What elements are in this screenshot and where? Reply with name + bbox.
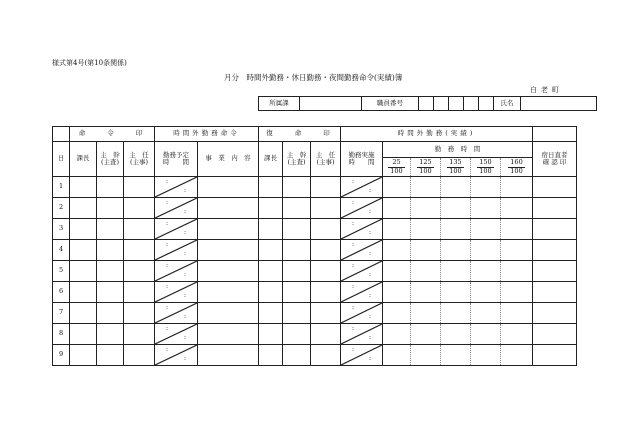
business-cell[interactable]	[198, 282, 259, 303]
return-chief-cell[interactable]	[259, 324, 283, 345]
actual-hours-cell[interactable]	[341, 240, 383, 261]
diagonal-line	[341, 219, 382, 239]
start-time-colon: :	[166, 283, 169, 290]
principal-seal-cell[interactable]	[97, 261, 124, 282]
rate-cell-150[interactable]	[471, 282, 501, 303]
diagonal-line	[341, 345, 382, 365]
rate-cell-150[interactable]	[471, 177, 501, 198]
rate-cell-135[interactable]	[441, 324, 471, 345]
start-time-colon: :	[352, 304, 355, 311]
return-staff-cell[interactable]	[311, 345, 341, 366]
diagonal-line	[155, 261, 197, 281]
end-time-colon: :	[183, 355, 186, 363]
duty-seal-cell[interactable]	[533, 303, 577, 324]
rate-denominator: 100	[479, 166, 492, 175]
diagonal-line	[341, 261, 382, 281]
rate-numerator: 150	[479, 158, 492, 167]
start-time-colon: :	[352, 178, 355, 185]
return-staff-cell[interactable]	[311, 324, 341, 345]
return-principal-cell[interactable]	[283, 303, 311, 324]
rate-cell-135[interactable]	[441, 303, 471, 324]
return-staff-cell[interactable]	[311, 177, 341, 198]
business-cell[interactable]	[198, 324, 259, 345]
business-cell[interactable]	[198, 240, 259, 261]
return-staff-cell[interactable]	[311, 198, 341, 219]
rate-cell-25[interactable]	[383, 303, 411, 324]
return-chief-cell[interactable]	[259, 177, 283, 198]
return-staff-cell[interactable]	[311, 282, 341, 303]
start-time-colon: :	[166, 346, 169, 353]
planned-hours-cell[interactable]	[155, 282, 198, 303]
table-row	[53, 198, 577, 219]
start-time-colon: :	[352, 262, 355, 269]
duty-seal-header: 宿日直者 確 認 印	[533, 142, 577, 177]
rate-header-135	[441, 158, 471, 177]
end-time-colon: :	[183, 250, 186, 258]
chief-header: 課長	[70, 142, 97, 177]
return-seal-header: 復 命 印	[259, 127, 341, 142]
start-time-colon: :	[166, 304, 169, 311]
chief-seal-cell[interactable]	[70, 345, 97, 366]
start-time-colon: :	[166, 325, 169, 332]
chief-seal-cell[interactable]	[70, 198, 97, 219]
diagonal-line	[155, 303, 197, 323]
rate-cell-160[interactable]	[501, 303, 533, 324]
rate-cell-135[interactable]	[441, 345, 471, 366]
staff-seal-cell[interactable]	[124, 198, 155, 219]
planned-hours-cell[interactable]	[155, 240, 198, 261]
rate-cell-125[interactable]	[411, 282, 441, 303]
table-row	[53, 282, 577, 303]
staff-seal-cell[interactable]	[124, 345, 155, 366]
rate-fraction	[508, 159, 524, 175]
duty-seal-cell[interactable]	[533, 282, 577, 303]
table-row	[53, 219, 577, 240]
actual-hours-cell[interactable]	[341, 219, 383, 240]
planned-hours-header: 勤務予定 時 間	[155, 142, 198, 177]
rate-cell-150[interactable]	[471, 345, 501, 366]
day-number: 1	[53, 177, 70, 198]
planned-hours-cell[interactable]	[155, 219, 198, 240]
return-principal-header: 主 幹 (主査)	[283, 142, 311, 177]
rate-cell-25[interactable]	[383, 261, 411, 282]
rate-cell-160[interactable]	[501, 345, 533, 366]
business-header: 事 業 内 容	[198, 142, 259, 177]
rate-cell-125[interactable]	[411, 240, 441, 261]
rate-cell-150[interactable]	[471, 219, 501, 240]
day-number: 7	[53, 303, 70, 324]
return-staff-cell[interactable]	[311, 261, 341, 282]
diagonal-line	[155, 345, 197, 365]
actual-hours-cell[interactable]	[341, 282, 383, 303]
duty-seal-cell[interactable]	[533, 198, 577, 219]
chief-seal-cell[interactable]	[70, 177, 97, 198]
employee-no-digit[interactable]	[419, 97, 434, 111]
rate-cell-135[interactable]	[441, 282, 471, 303]
return-staff-header: 主 任 (主事)	[311, 142, 341, 177]
principal-seal-cell[interactable]	[97, 324, 124, 345]
name-field[interactable]	[521, 97, 597, 111]
rate-numerator: 125	[419, 158, 432, 167]
diagonal-line	[341, 324, 382, 344]
page-title: 月分 時間外勤務・休日勤務・夜間勤務命令(実績)簿	[224, 73, 403, 82]
diagonal-line	[341, 282, 382, 302]
chief-seal-cell[interactable]	[70, 324, 97, 345]
overtime-table	[52, 126, 577, 366]
business-cell[interactable]	[198, 345, 259, 366]
rate-cell-160[interactable]	[501, 219, 533, 240]
employee-no-digit[interactable]	[449, 97, 464, 111]
return-staff-cell[interactable]	[311, 240, 341, 261]
table-row	[53, 345, 577, 366]
blank-header-cell	[533, 127, 577, 142]
end-time-colon: :	[368, 334, 371, 342]
business-cell[interactable]	[198, 303, 259, 324]
return-chief-header: 課長	[259, 142, 283, 177]
staff-seal-cell[interactable]	[124, 261, 155, 282]
chief-seal-cell[interactable]	[70, 240, 97, 261]
start-time-colon: :	[352, 220, 355, 227]
staff-header: 主 任 (主事)	[124, 142, 155, 177]
rate-cell-160[interactable]	[501, 198, 533, 219]
staff-seal-cell[interactable]	[124, 240, 155, 261]
start-time-colon: :	[166, 199, 169, 206]
end-time-colon: :	[368, 292, 371, 300]
end-time-colon: :	[183, 187, 186, 195]
return-principal-cell[interactable]	[283, 261, 311, 282]
rate-numerator: 135	[449, 158, 462, 167]
return-chief-cell[interactable]	[259, 219, 283, 240]
return-principal-cell[interactable]	[283, 345, 311, 366]
employee-no-digit[interactable]	[464, 97, 479, 111]
day-number: 8	[53, 324, 70, 345]
end-time-colon: :	[368, 208, 371, 216]
rate-cell-25[interactable]	[383, 219, 411, 240]
principal-seal-cell[interactable]	[97, 240, 124, 261]
rate-cell-150[interactable]	[471, 240, 501, 261]
department-field[interactable]	[300, 97, 362, 111]
rate-cell-150[interactable]	[471, 261, 501, 282]
rate-fraction	[417, 159, 433, 175]
diagonal-line	[155, 282, 197, 302]
return-chief-cell[interactable]	[259, 198, 283, 219]
principal-seal-cell[interactable]	[97, 303, 124, 324]
actual-hours-cell[interactable]	[341, 261, 383, 282]
planned-hours-cell[interactable]	[155, 303, 198, 324]
day-number: 2	[53, 198, 70, 219]
rate-fraction	[388, 159, 404, 175]
end-time-colon: :	[183, 208, 186, 216]
return-chief-cell[interactable]	[259, 345, 283, 366]
diagonal-line	[341, 303, 382, 323]
chief-seal-cell[interactable]	[70, 303, 97, 324]
business-cell[interactable]	[198, 261, 259, 282]
return-principal-cell[interactable]	[283, 219, 311, 240]
day-number: 3	[53, 219, 70, 240]
end-time-colon: :	[183, 334, 186, 342]
employee-no-digit[interactable]	[434, 97, 449, 111]
rate-cell-25[interactable]	[383, 240, 411, 261]
planned-hours-cell[interactable]	[155, 324, 198, 345]
rate-header-160	[501, 158, 533, 177]
ot-actual-header: 時間外勤務(実績)	[341, 127, 533, 142]
return-principal-cell[interactable]	[283, 324, 311, 345]
rate-cell-125[interactable]	[411, 261, 441, 282]
rate-cell-150[interactable]	[471, 198, 501, 219]
start-time-colon: :	[352, 346, 355, 353]
department-label: 所属課	[259, 97, 300, 111]
planned-hours-cell[interactable]	[155, 177, 198, 198]
end-time-colon: :	[368, 250, 371, 258]
table-row	[53, 240, 577, 261]
end-time-colon: :	[368, 313, 371, 321]
chief-seal-cell[interactable]	[70, 282, 97, 303]
day-number: 9	[53, 345, 70, 366]
rate-cell-135[interactable]	[441, 240, 471, 261]
form-number: 様式第4号(第10条関係)	[52, 59, 127, 67]
rate-header-125	[411, 158, 441, 177]
rate-fraction	[447, 159, 463, 175]
end-time-colon: :	[183, 271, 186, 279]
chief-seal-cell[interactable]	[70, 261, 97, 282]
duty-seal-cell[interactable]	[533, 177, 577, 198]
actual-hours-cell[interactable]	[341, 303, 383, 324]
start-time-colon: :	[352, 241, 355, 248]
planned-hours-cell[interactable]	[155, 261, 198, 282]
diagonal-line	[155, 240, 197, 260]
start-time-colon: :	[352, 283, 355, 290]
rate-cell-25[interactable]	[383, 177, 411, 198]
start-time-colon: :	[166, 262, 169, 269]
corner-cell	[53, 127, 70, 142]
business-cell[interactable]	[198, 177, 259, 198]
start-time-colon: :	[166, 220, 169, 227]
rate-cell-135[interactable]	[441, 261, 471, 282]
principal-seal-cell[interactable]	[97, 282, 124, 303]
work-hours-header: 勤 務 時 間	[383, 142, 533, 158]
business-cell[interactable]	[198, 198, 259, 219]
diagonal-line	[341, 198, 382, 218]
diagonal-line	[155, 219, 197, 239]
duty-seal-cell[interactable]	[533, 240, 577, 261]
end-time-colon: :	[368, 271, 371, 279]
rate-denominator: 100	[390, 166, 403, 175]
duty-seal-cell[interactable]	[533, 324, 577, 345]
employee-no-label: 職員番号	[362, 97, 419, 111]
return-principal-cell[interactable]	[283, 240, 311, 261]
rate-numerator: 25	[388, 159, 404, 167]
staff-seal-cell[interactable]	[124, 177, 155, 198]
diagonal-line	[155, 198, 197, 218]
town-name: 白老町	[530, 86, 563, 94]
rate-cell-135[interactable]	[441, 177, 471, 198]
diagonal-line	[155, 324, 197, 344]
day-number: 4	[53, 240, 70, 261]
staff-seal-cell[interactable]	[124, 282, 155, 303]
staff-seal-cell[interactable]	[124, 219, 155, 240]
return-chief-cell[interactable]	[259, 261, 283, 282]
end-time-colon: :	[368, 229, 371, 237]
rate-cell-135[interactable]	[441, 219, 471, 240]
staff-seal-cell[interactable]	[124, 324, 155, 345]
actual-hours-header: 勤務実施 時 間	[341, 142, 383, 177]
planned-hours-cell[interactable]	[155, 198, 198, 219]
end-time-colon: :	[368, 187, 371, 195]
planned-hours-cell[interactable]	[155, 345, 198, 366]
rate-cell-25[interactable]	[383, 282, 411, 303]
table-row	[53, 261, 577, 282]
day-number: 5	[53, 261, 70, 282]
duty-seal-cell[interactable]	[533, 261, 577, 282]
rate-cell-125[interactable]	[411, 345, 441, 366]
day-number: 6	[53, 282, 70, 303]
rate-cell-125[interactable]	[411, 198, 441, 219]
actual-hours-cell[interactable]	[341, 345, 383, 366]
rate-cell-125[interactable]	[411, 219, 441, 240]
end-time-colon: :	[183, 292, 186, 300]
rate-numerator: 160	[510, 158, 523, 167]
table-row	[53, 324, 577, 345]
return-staff-cell[interactable]	[311, 303, 341, 324]
principal-seal-cell[interactable]	[97, 177, 124, 198]
rate-cell-160[interactable]	[501, 282, 533, 303]
principal-seal-cell[interactable]	[97, 198, 124, 219]
rate-header-150	[471, 158, 501, 177]
rate-denominator: 100	[510, 166, 523, 175]
diagonal-line	[341, 177, 382, 197]
start-time-colon: :	[166, 178, 169, 185]
duty-seal-cell[interactable]	[533, 219, 577, 240]
rate-cell-150[interactable]	[471, 324, 501, 345]
end-time-colon: :	[183, 229, 186, 237]
end-time-colon: :	[368, 355, 371, 363]
return-chief-cell[interactable]	[259, 282, 283, 303]
start-time-colon: :	[352, 325, 355, 332]
duty-seal-cell[interactable]	[533, 345, 577, 366]
rate-cell-125[interactable]	[411, 303, 441, 324]
day-header: 日	[53, 142, 70, 177]
return-principal-cell[interactable]	[283, 177, 311, 198]
employee-no-digit[interactable]	[479, 97, 494, 111]
return-staff-cell[interactable]	[311, 219, 341, 240]
rate-cell-125[interactable]	[411, 324, 441, 345]
staff-seal-cell[interactable]	[124, 303, 155, 324]
rate-cell-25[interactable]	[383, 345, 411, 366]
rate-cell-125[interactable]	[411, 177, 441, 198]
table-row	[53, 177, 577, 198]
rate-header-25	[383, 158, 411, 177]
return-principal-cell[interactable]	[283, 198, 311, 219]
actual-hours-cell[interactable]	[341, 324, 383, 345]
end-time-colon: :	[183, 313, 186, 321]
diagonal-line	[155, 177, 197, 197]
rate-cell-160[interactable]	[501, 261, 533, 282]
principal-seal-cell[interactable]	[97, 219, 124, 240]
business-cell[interactable]	[198, 219, 259, 240]
order-seal-header: 命 令 印	[70, 127, 155, 142]
actual-hours-cell[interactable]	[341, 198, 383, 219]
rate-cell-160[interactable]	[501, 240, 533, 261]
rate-denominator: 100	[449, 166, 462, 175]
employee-info-table	[258, 96, 597, 111]
chief-seal-cell[interactable]	[70, 219, 97, 240]
rate-cell-160[interactable]	[501, 324, 533, 345]
return-chief-cell[interactable]	[259, 240, 283, 261]
rate-cell-25[interactable]	[383, 198, 411, 219]
principal-header: 主 幹 (主査)	[97, 142, 124, 177]
name-label: 氏名	[494, 97, 521, 111]
ot-order-header: 時間外勤務命令	[155, 127, 259, 142]
diagonal-line	[341, 240, 382, 260]
rate-cell-25[interactable]	[383, 324, 411, 345]
actual-hours-cell[interactable]	[341, 177, 383, 198]
rate-cell-150[interactable]	[471, 303, 501, 324]
return-principal-cell[interactable]	[283, 282, 311, 303]
rate-cell-135[interactable]	[441, 198, 471, 219]
start-time-colon: :	[352, 199, 355, 206]
rate-fraction	[477, 159, 493, 175]
rate-denominator: 100	[419, 166, 432, 175]
return-chief-cell[interactable]	[259, 303, 283, 324]
rate-cell-160[interactable]	[501, 177, 533, 198]
table-row	[53, 303, 577, 324]
principal-seal-cell[interactable]	[97, 345, 124, 366]
start-time-colon: :	[166, 241, 169, 248]
